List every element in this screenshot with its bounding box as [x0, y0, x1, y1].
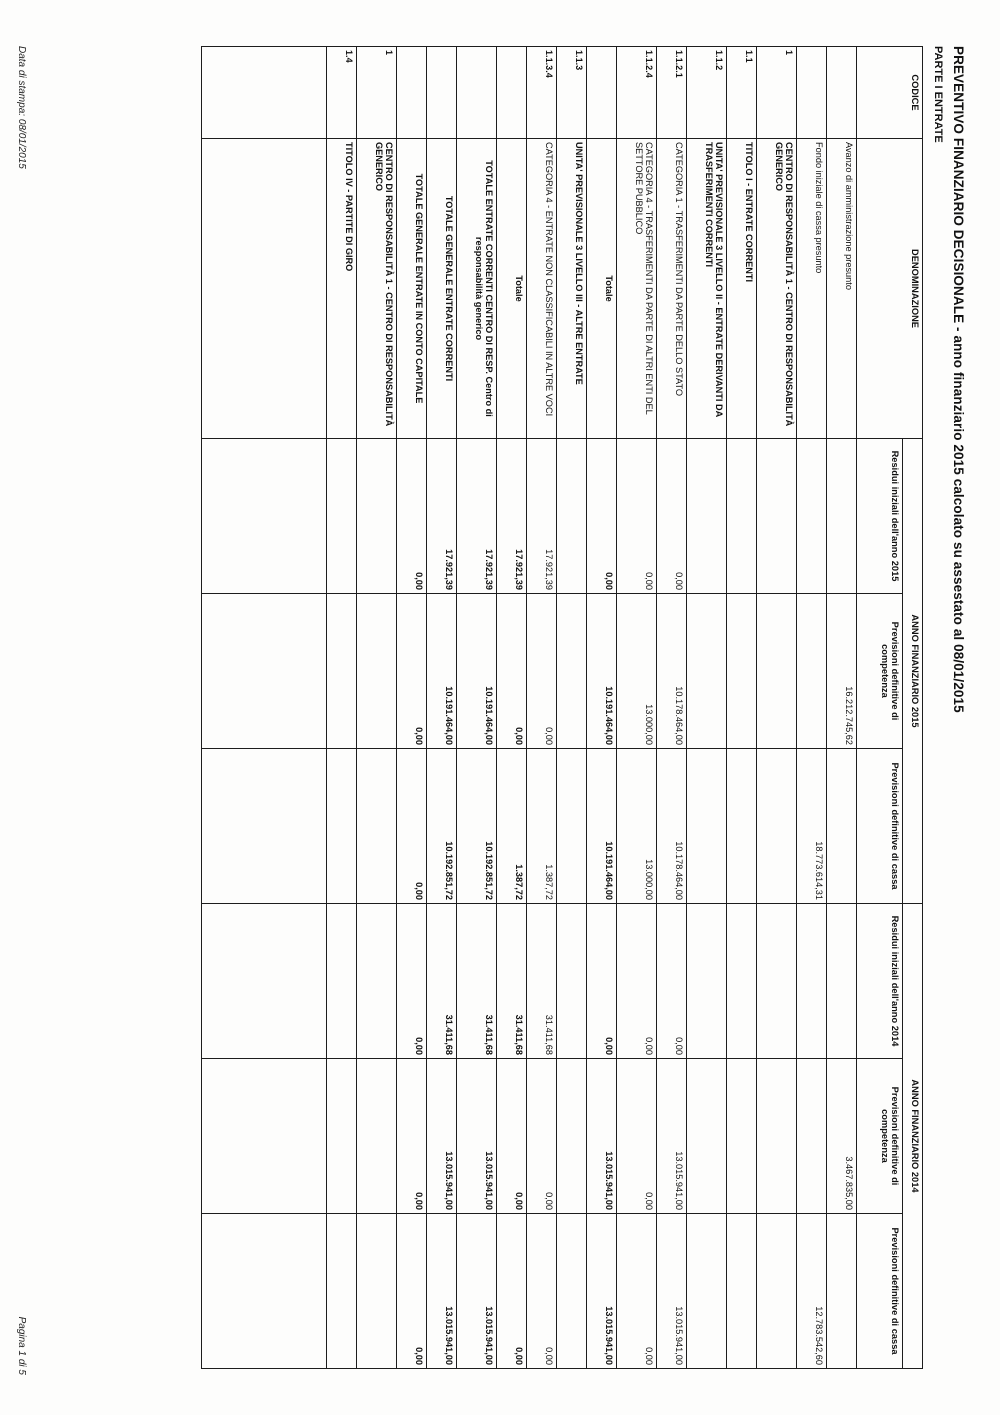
cell-cassa15: 1.387,72	[497, 749, 527, 904]
cell-cassa15: 10.191.464,00	[587, 749, 617, 904]
cell-res14	[557, 904, 587, 1059]
cell-codice: 1.4	[327, 47, 357, 139]
cell-denominazione: Totale	[587, 139, 617, 439]
cell-comp15	[757, 594, 797, 749]
cell-res15	[827, 439, 857, 594]
cell-res15: 0,00	[397, 439, 427, 594]
cell-res15: 17.921,39	[497, 439, 527, 594]
cell-denominazione: Totale	[497, 139, 527, 439]
cell-denominazione: UNITA' PREVISIONALE 3 LIVELLO III - ALTRE ENTRATE	[557, 139, 587, 439]
table-row	[327, 47, 357, 1369]
table-row	[497, 47, 527, 1369]
cell-res14	[687, 904, 727, 1059]
cell-res14: 0,00	[587, 904, 617, 1059]
cell-blank	[202, 1214, 327, 1369]
cell-res15: 17.921,39	[427, 439, 457, 594]
cell-blank	[202, 139, 327, 439]
cell-res14: 0,00	[657, 904, 687, 1059]
cell-res15	[327, 439, 357, 594]
cell-cassa14	[687, 1214, 727, 1369]
cell-res15	[757, 439, 797, 594]
cell-res15	[557, 439, 587, 594]
table-row	[727, 47, 757, 1369]
cell-comp15: 0,00	[527, 594, 557, 749]
cell-comp14: 13.015.941,00	[587, 1059, 617, 1214]
table-row	[757, 47, 797, 1369]
cell-comp14: 0,00	[527, 1059, 557, 1214]
cell-res14: 0,00	[397, 904, 427, 1059]
cell-res15: 0,00	[587, 439, 617, 594]
col-header-residui-2015: Residui iniziali dell'anno 2015	[857, 439, 903, 594]
cell-cassa15	[727, 749, 757, 904]
cell-res15	[687, 439, 727, 594]
table-row	[357, 47, 397, 1369]
cell-cassa15: 10.192.851,72	[427, 749, 457, 904]
cell-denominazione: CENTRO DI RESPONSABILITÀ 1 - CENTRO DI RESPONSABILITÀ GENERICO	[757, 139, 797, 439]
cell-res15	[357, 439, 397, 594]
table-row	[557, 47, 587, 1369]
col-header-denominazione: DENOMINAZIONE	[857, 139, 923, 439]
page-footer	[16, 46, 27, 1375]
cell-res15	[797, 439, 827, 594]
cell-comp15: 0,00	[497, 594, 527, 749]
cell-cassa14: 0,00	[617, 1214, 657, 1369]
cell-res15	[727, 439, 757, 594]
cell-comp14	[357, 1059, 397, 1214]
col-header-cassa-2014: Previsioni definitive di cassa	[857, 1214, 903, 1369]
cell-cassa15	[327, 749, 357, 904]
financial-table	[201, 46, 923, 1369]
cell-cassa14	[357, 1214, 397, 1369]
cell-cassa14: 13.015.941,00	[457, 1214, 497, 1369]
cell-cassa14: 0,00	[527, 1214, 557, 1369]
cell-res14	[727, 904, 757, 1059]
cell-res15: 17.921,39	[457, 439, 497, 594]
table-row	[617, 47, 657, 1369]
cell-denominazione: CENTRO DI RESPONSABILITÀ 1 - CENTRO DI RESPONSABILITÀ GENERICO	[357, 139, 397, 439]
cell-denominazione: TITOLO I - ENTRATE CORRENTI	[727, 139, 757, 439]
cell-res14: 31.411,68	[527, 904, 557, 1059]
cell-codice: 1.1.2.1	[657, 47, 687, 139]
cell-cassa14	[757, 1214, 797, 1369]
cell-blank	[202, 904, 327, 1059]
col-header-codice: CODICE	[857, 47, 923, 139]
cell-res14	[327, 904, 357, 1059]
cell-comp14: 13.015.941,00	[427, 1059, 457, 1214]
cell-cassa15	[557, 749, 587, 904]
cell-denominazione: Avanzo di amministrazione presunto	[827, 139, 857, 439]
cell-comp15: 0,00	[397, 594, 427, 749]
cell-comp14: 0,00	[617, 1059, 657, 1214]
cell-cassa14: 0,00	[397, 1214, 427, 1369]
cell-cassa15: 10.192.851,72	[457, 749, 497, 904]
cell-comp15: 16.212.745,62	[827, 594, 857, 749]
cell-codice	[427, 47, 457, 139]
cell-codice: 1	[757, 47, 797, 139]
cell-res14: 31.411,68	[457, 904, 497, 1059]
cell-cassa14: 0,00	[497, 1214, 527, 1369]
cell-comp14	[557, 1059, 587, 1214]
cell-denominazione: CATEGORIA 4 - TRASFERIMENTI DA PARTE DI ALTRI ENTI DEL SETTORE PUBBLICO	[617, 139, 657, 439]
cell-comp15	[557, 594, 587, 749]
cell-denominazione: TOTALE ENTRATE CORRENTI CENTRO DI RESP. Centro di responsabilità generico	[457, 139, 497, 439]
cell-blank	[202, 439, 327, 594]
cell-cassa14	[557, 1214, 587, 1369]
cell-cassa15: 1.387,72	[527, 749, 557, 904]
cell-cassa14	[327, 1214, 357, 1369]
cell-comp15	[727, 594, 757, 749]
cell-res14	[827, 904, 857, 1059]
cell-codice: 1.1.3.4	[527, 47, 557, 139]
cell-cassa14	[827, 1214, 857, 1369]
cell-cassa15: 13.000,00	[617, 749, 657, 904]
cell-comp14: 13.015.941,00	[657, 1059, 687, 1214]
cell-codice: 1.1.2.4	[617, 47, 657, 139]
cell-denominazione: TOTALE GENERALE ENTRATE IN CONTO CAPITALE	[397, 139, 427, 439]
cell-comp15: 10.191.464,00	[457, 594, 497, 749]
table-header	[857, 47, 923, 1369]
cell-comp14: 0,00	[397, 1059, 427, 1214]
cell-comp14	[757, 1059, 797, 1214]
cell-codice	[497, 47, 527, 139]
cell-res14: 31.411,68	[427, 904, 457, 1059]
cell-res14	[757, 904, 797, 1059]
table-row	[827, 47, 857, 1369]
cell-cassa15: 18.773.614,31	[797, 749, 827, 904]
table-row	[457, 47, 497, 1369]
cell-cassa15: 0,00	[397, 749, 427, 904]
cell-cassa15	[357, 749, 397, 904]
cell-comp15: 10.191.464,00	[587, 594, 617, 749]
cell-codice	[827, 47, 857, 139]
table-row	[587, 47, 617, 1369]
cell-comp14: 3.467.835,00	[827, 1059, 857, 1214]
cell-cassa14: 13.015.941,00	[427, 1214, 457, 1369]
cell-codice: 1.1	[727, 47, 757, 139]
cell-res14: 31.411,68	[497, 904, 527, 1059]
cell-comp14	[687, 1059, 727, 1214]
cell-blank	[202, 1059, 327, 1214]
cell-comp14	[797, 1059, 827, 1214]
table-body	[202, 47, 857, 1369]
cell-blank	[202, 47, 327, 139]
cell-codice	[397, 47, 427, 139]
cell-comp14	[727, 1059, 757, 1214]
col-header-competenza-2015: Previsioni definitive di competenza	[857, 594, 903, 749]
cell-res14	[357, 904, 397, 1059]
cell-codice: 1	[357, 47, 397, 139]
col-header-residui-2014: Residui iniziali dell'anno 2014	[857, 904, 903, 1059]
cell-codice	[587, 47, 617, 139]
cell-denominazione: CATEGORIA 4 - ENTRATE NON CLASSIFICABILI IN ALTRE VOCI	[527, 139, 557, 439]
cell-cassa14: 13.015.941,00	[587, 1214, 617, 1369]
cell-cassa14	[727, 1214, 757, 1369]
cell-comp15: 10.191.464,00	[427, 594, 457, 749]
cell-blank	[202, 594, 327, 749]
col-header-cassa-2015: Previsioni definitive di cassa	[857, 749, 903, 904]
table-row	[427, 47, 457, 1369]
col-header-competenza-2014: Previsioni definitive di competenza	[857, 1059, 903, 1214]
cell-cassa14: 13.015.941,00	[657, 1214, 687, 1369]
cell-codice: 1.1.2	[687, 47, 727, 139]
cell-res15: 0,00	[657, 439, 687, 594]
table-row	[797, 47, 827, 1369]
cell-comp14	[327, 1059, 357, 1214]
cell-denominazione: CATEGORIA 1 - TRASFERIMENTI DA PARTE DELLO STATO	[657, 139, 687, 439]
cell-codice: 1.1.3	[557, 47, 587, 139]
cell-comp15	[797, 594, 827, 749]
col-group-2015: ANNO FINANZIARIO 2015	[903, 439, 923, 904]
page-number: Pagina 1 di 5	[16, 1316, 27, 1375]
col-group-2014: ANNO FINANZIARIO 2014	[903, 904, 923, 1369]
cell-cassa15	[827, 749, 857, 904]
cell-denominazione: TITOLO IV - PARTITE DI GIRO	[327, 139, 357, 439]
cell-comp15: 10.178.464,00	[657, 594, 687, 749]
cell-res14: 0,00	[617, 904, 657, 1059]
document-subtitle: PARTE I ENTRATE	[932, 46, 944, 143]
cell-codice	[797, 47, 827, 139]
cell-res15: 17.921,39	[527, 439, 557, 594]
cell-codice	[457, 47, 497, 139]
cell-denominazione: TOTALE GENERALE ENTRATE CORRENTI	[427, 139, 457, 439]
table-row	[687, 47, 727, 1369]
cell-cassa15	[687, 749, 727, 904]
table-row	[527, 47, 557, 1369]
cell-res15: 0,00	[617, 439, 657, 594]
cell-denominazione: Fondo iniziale di cassa presunto	[797, 139, 827, 439]
table-row	[397, 47, 427, 1369]
print-date: Data di stampa: 08/01/2015	[16, 46, 27, 169]
cell-comp15: 13.000,00	[617, 594, 657, 749]
cell-comp14: 0,00	[497, 1059, 527, 1214]
cell-comp15	[357, 594, 397, 749]
cell-comp15	[687, 594, 727, 749]
cell-cassa15	[757, 749, 797, 904]
cell-cassa14: 12.783.542,60	[797, 1214, 827, 1369]
cell-blank	[202, 749, 327, 904]
cell-res14	[797, 904, 827, 1059]
table-blank-area	[202, 47, 327, 1369]
cell-cassa15: 10.178.464,00	[657, 749, 687, 904]
document-title: PREVENTIVO FINANZIARIO DECISIONALE - anno finanziario 2015 calcolato su assestato al 08/01/2015	[951, 46, 966, 713]
cell-comp15	[327, 594, 357, 749]
cell-denominazione: UNITA' PREVISIONALE 3 LIVELLO II - ENTRATE DERIVANTI DA TRASFERIMENTI CORRENTI	[687, 139, 727, 439]
table-row	[657, 47, 687, 1369]
cell-comp14: 13.015.941,00	[457, 1059, 497, 1214]
